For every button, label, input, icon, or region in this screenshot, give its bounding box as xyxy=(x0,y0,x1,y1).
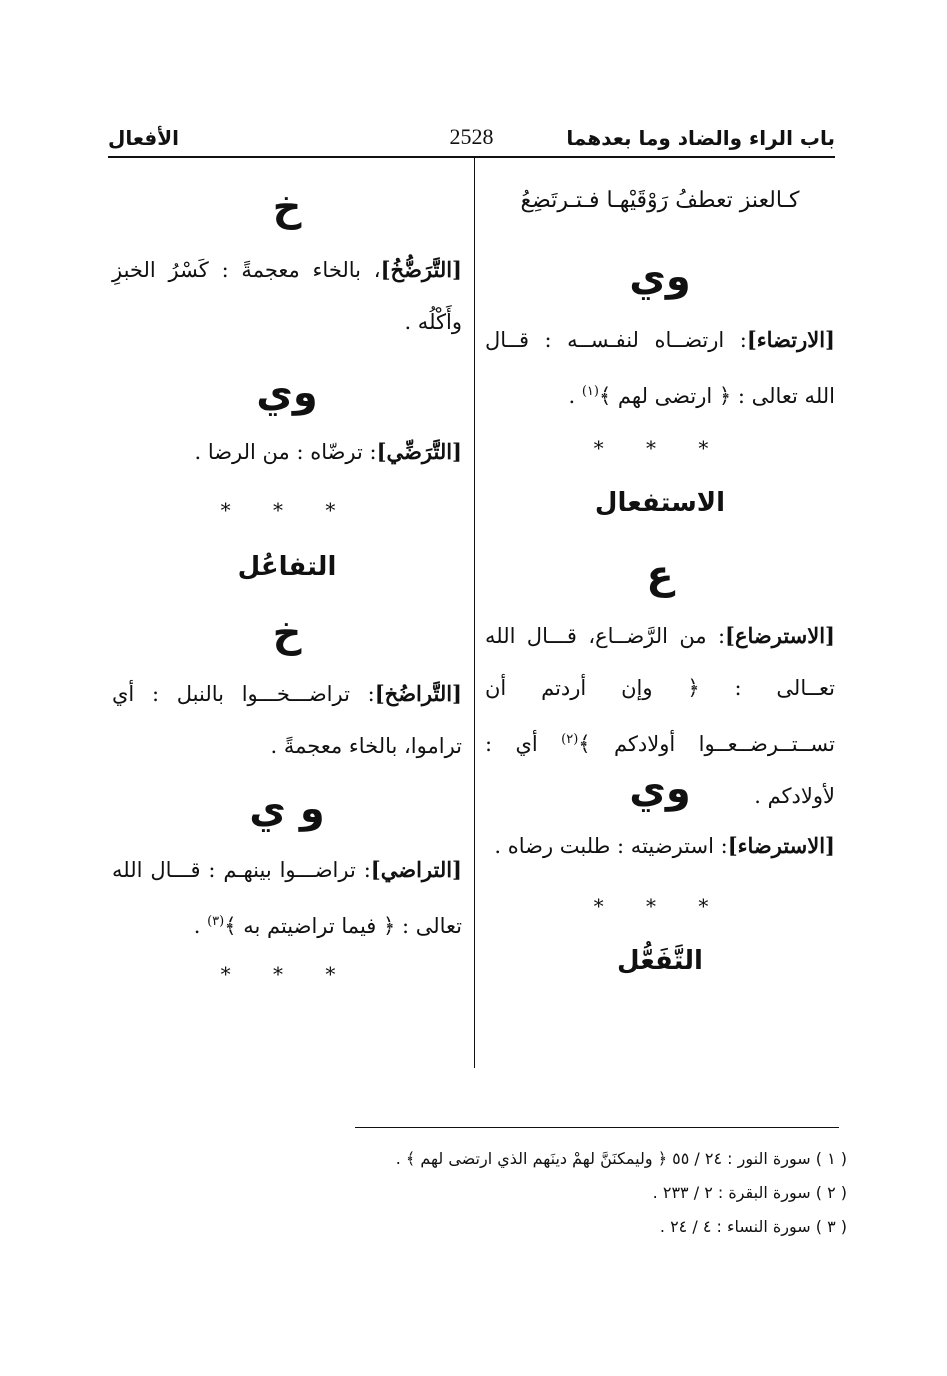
root-letter-heading: ع xyxy=(646,552,674,598)
footnote-ref: (٣) xyxy=(207,914,225,929)
form-section-heading: الاستفعال xyxy=(594,488,726,518)
entry-text: ، بالخاء معجمةً : كَسْرُ الخبزِ وأَكْلُه . xyxy=(112,258,462,334)
entry-end: أي : لأولادكم . xyxy=(485,732,835,808)
root-letter-heading: وي xyxy=(629,254,691,300)
root-letter-heading: وي xyxy=(256,370,318,416)
entry-headword: [الارتضاء] xyxy=(746,327,835,352)
entry-text: : تراضـــوا بينهـم : قـــال الله تعالى : ﴿ فيما تراضيتم به ﴾ xyxy=(112,858,462,938)
root-letter-heading: و ي xyxy=(249,786,325,832)
footnote: ( ٣ ) سورة النساء : ٤ / ٢٤ . xyxy=(659,1217,847,1236)
entry-end: . xyxy=(193,914,208,938)
entry-taradukh xyxy=(112,668,462,772)
footnote: ( ٢ ) سورة البقرة : ٢ / ٢٣٣ . xyxy=(652,1183,847,1202)
entry-end: . xyxy=(568,384,582,408)
entry-headword: [الاسترضاع] xyxy=(725,623,835,648)
footnote-ref: (٢) xyxy=(561,732,579,747)
footnote: ( ١ ) سورة النور : ٢٤ / ٥٥ ﴿ وليمكنَنَّ لهمْ دينَهم الذي ارتضى لهم ﴾ . xyxy=(395,1149,847,1168)
footnote-ref: (١) xyxy=(581,384,599,399)
footnotes xyxy=(347,1142,847,1244)
poetry-verse: كـالعنز تعطفُ رَوْقَيْهـا فـتـرتَضِعُ xyxy=(520,188,800,213)
section-separator: * * * xyxy=(593,436,727,460)
left-column xyxy=(112,170,462,986)
root-letter-heading: خ xyxy=(272,184,302,230)
running-title: باب الراء والضاد وما بعدهما xyxy=(566,126,835,150)
right-column xyxy=(485,170,835,976)
column-divider xyxy=(474,158,475,1068)
section-separator: * * * xyxy=(220,962,354,986)
section-title: الأفعال xyxy=(108,126,179,150)
entry-headword: [التَّراضُخ] xyxy=(374,681,462,706)
form-section-heading: التفاعُل xyxy=(237,552,337,582)
header-rule xyxy=(108,156,835,158)
page-number: 2528 xyxy=(449,124,494,149)
entry-headword: [التَّرَضِّي] xyxy=(376,439,462,464)
entry-headword: [التراضي] xyxy=(370,857,462,882)
section-separator: * * * xyxy=(220,498,354,522)
root-letter-heading: وي xyxy=(629,766,691,812)
entry-text: : تراضـــخـــوا بالنبل : أي تراموا، بالخاء معجمةً . xyxy=(112,682,462,758)
entry-text: : ترضّاه : من الرضا . xyxy=(194,440,377,464)
entry-taraddi xyxy=(112,426,462,478)
section-separator: * * * xyxy=(593,894,727,918)
entry-istirda2 xyxy=(485,820,835,872)
entry-irtida xyxy=(485,314,835,418)
entry-text: : من الرَّضــاع، قـــال الله تعــالى : ﴿ وإن أردتم أن تســتــرضــعــوا أولادكم ﴾ xyxy=(485,624,835,756)
entry-headword: [الاسترضاء] xyxy=(727,833,835,858)
footnote-rule xyxy=(355,1127,839,1128)
entry-headword: [التَّرَضُّخُ] xyxy=(380,257,462,282)
entry-taradi xyxy=(112,844,462,948)
entry-text: : ارتضــاه لنفـســه : قــال الله تعالى : ﴿ ارتضى لهم ﴾ xyxy=(485,328,835,408)
root-letter-heading: خ xyxy=(272,610,302,656)
entry-text: : استرضيته : طلبت رضاه . xyxy=(494,834,728,858)
entry-taraddukh xyxy=(112,244,462,348)
form-section-heading: التَّفَعُّل xyxy=(617,946,703,976)
page-header xyxy=(108,120,835,160)
